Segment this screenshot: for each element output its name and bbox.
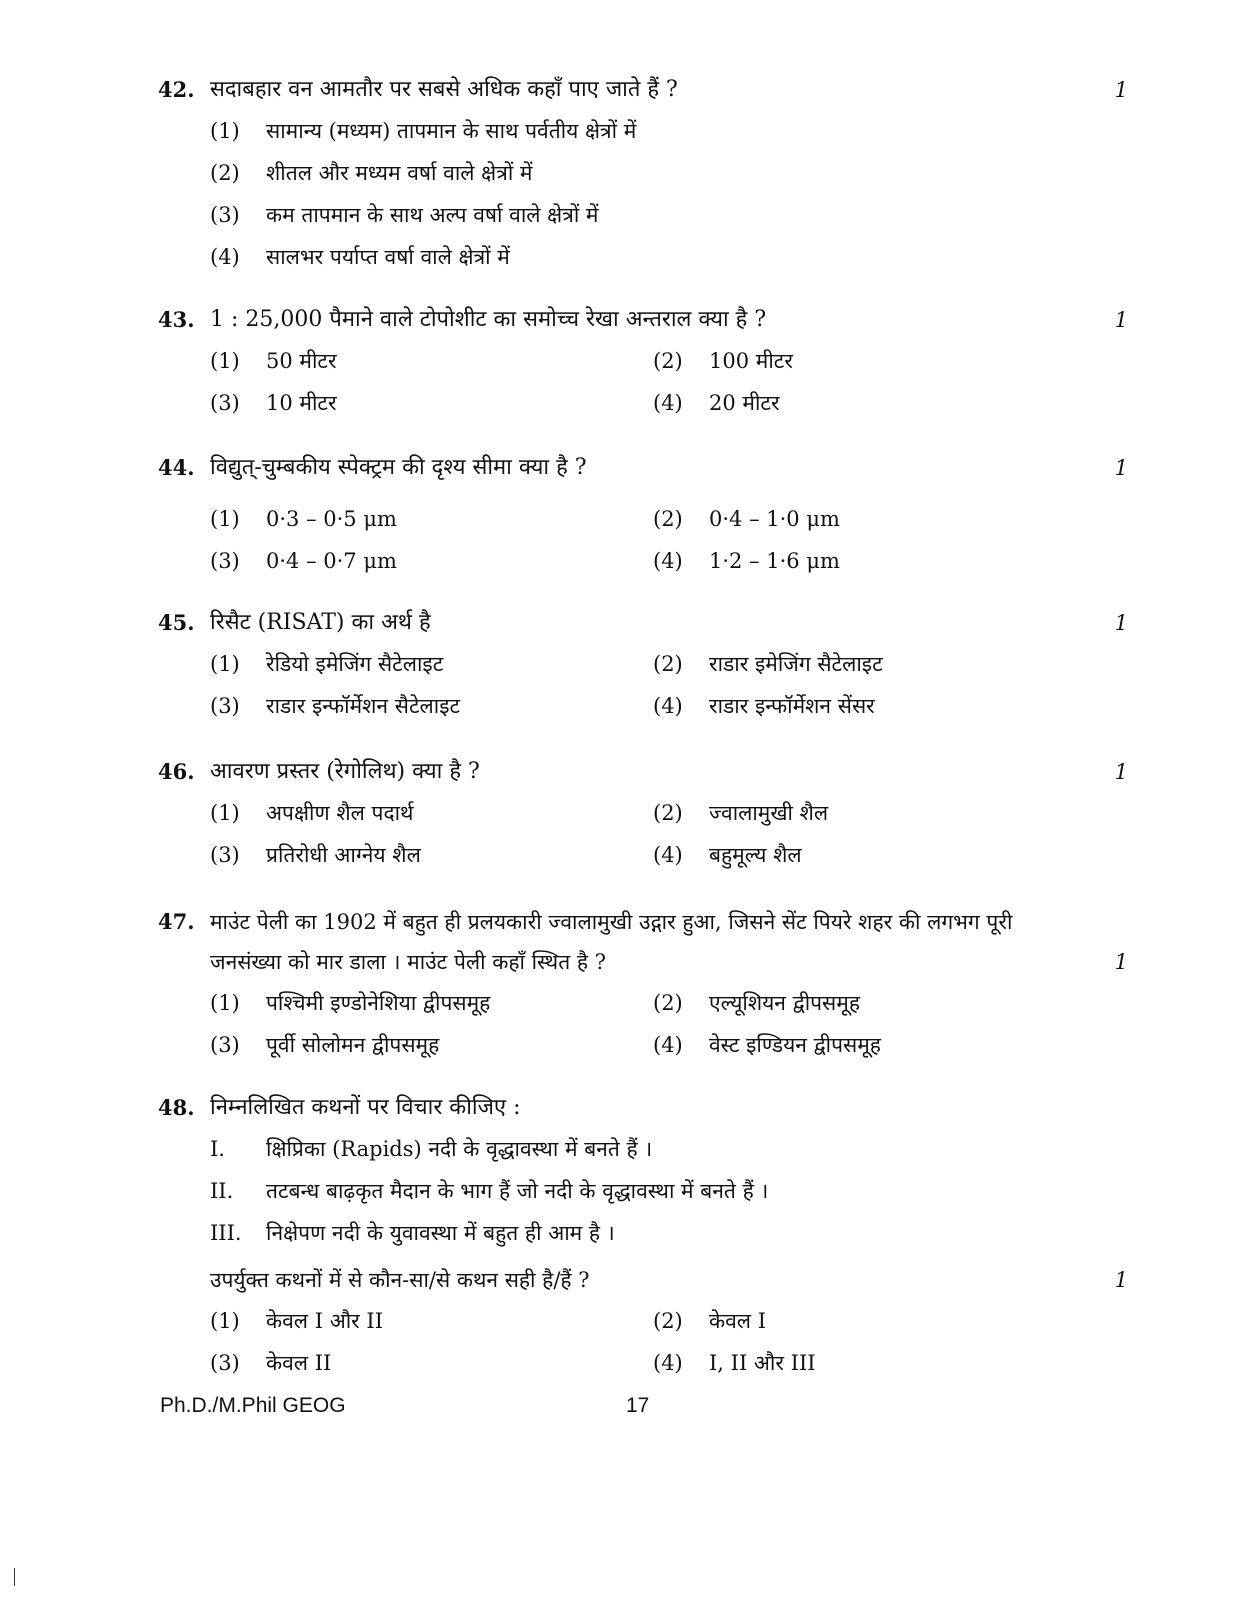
option-row <box>158 236 1128 278</box>
marks: 1 <box>1114 308 1128 332</box>
option-4: (4) राडार इन्फॉर्मेशन सेंसर <box>653 694 875 718</box>
scan-edge-mark <box>14 1568 15 1586</box>
question-number: 45. <box>158 610 195 635</box>
option-row <box>158 194 1128 236</box>
option-3: (3) कम तापमान के साथ अल्प वर्षा वाले क्षेत्रों में <box>210 203 599 227</box>
option-1: (1) पश्चिमी इण्डोनेशिया द्वीपसमूह <box>210 991 491 1015</box>
question-number: 43. <box>158 307 195 332</box>
statement-2: II. तटबन्ध बाढ़कृत मैदान के भाग हैं जो नदी के वृद्धावस्था में बनते हैं । <box>210 1179 769 1203</box>
option-1: (1) 0·3 – 0·5 μm <box>210 507 397 531</box>
option-1: (1) सामान्य (मध्यम) तापमान के साथ पर्वतीय क्षेत्रों में <box>210 119 637 143</box>
question-number: 48. <box>158 1095 195 1120</box>
option-4: (4) वेस्ट इण्डियन द्वीपसमूह <box>653 1033 881 1057</box>
option-row <box>158 1024 1128 1066</box>
question-43 <box>158 300 1128 424</box>
marks: 1 <box>1114 78 1128 102</box>
option-row <box>158 498 1128 540</box>
option-2: (2) 0·4 – 1·0 μm <box>653 507 840 531</box>
option-2: (2) राडार इमेजिंग सैटेलाइट <box>653 652 883 676</box>
option-row <box>158 792 1128 834</box>
statement-3: III. निक्षेपण नदी के युवावस्था में बहुत ही आम है । <box>210 1221 615 1245</box>
question-text: माउंट पेली का 1902 में बहुत ही प्रलयकारी ज्वालामुखी उद्गार हुआ, जिसने सेंट पियरे शहर की लगभग पूरी जनसंख्या को मार डाला । माउंट पेली कहाँ स्थित है ? <box>210 910 1013 974</box>
option-4: (4) बहुमूल्य शैल <box>653 843 802 867</box>
question-45 <box>158 603 1128 727</box>
option-row <box>158 1342 1128 1384</box>
question-text: सदाबहार वन आमतौर पर सबसे अधिक कहाँ पाए जाते हैं ? <box>210 77 678 102</box>
option-row <box>158 110 1128 152</box>
option-row <box>158 382 1128 424</box>
question-text: आवरण प्रस्तर (रेगोलिथ) क्या है ? <box>210 759 480 784</box>
option-1: (1) केवल I और II <box>210 1309 384 1333</box>
option-1: (1) अपक्षीण शैल पदार्थ <box>210 801 414 825</box>
option-2: (2) शीतल और मध्यम वर्षा वाले क्षेत्रों में <box>210 161 533 185</box>
option-3: (3) पूर्वी सोलोमन द्वीपसमूह <box>210 1033 440 1057</box>
question-text: विद्युत्-चुम्बकीय स्पेक्ट्रम की दृश्य सीमा क्या है ? <box>210 455 587 480</box>
option-2: (2) केवल I <box>653 1309 767 1333</box>
question-number: 47. <box>158 909 195 934</box>
question-44 <box>158 448 1128 582</box>
option-3: (3) प्रतिरोधी आग्नेय शैल <box>210 843 421 867</box>
question-number: 46. <box>158 759 195 784</box>
option-2: (2) ज्वालामुखी शैल <box>653 801 829 825</box>
marks: 1 <box>1114 950 1128 974</box>
question-48 <box>158 1088 1128 1384</box>
marks: 1 <box>1114 1268 1128 1292</box>
option-row <box>158 643 1128 685</box>
option-3: (3) 10 मीटर <box>210 391 337 415</box>
option-4: (4) 20 मीटर <box>653 391 780 415</box>
marks: 1 <box>1114 760 1128 784</box>
question-text: रिसैट (RISAT) का अर्थ है <box>210 610 431 635</box>
option-row <box>158 340 1128 382</box>
question-47 <box>158 902 1128 1066</box>
exam-code: Ph.D./M.Phil GEOG <box>160 1394 346 1417</box>
option-row <box>158 1300 1128 1342</box>
page-number: 17 <box>626 1394 650 1417</box>
option-row <box>158 152 1128 194</box>
question-number: 42. <box>158 77 195 102</box>
option-2: (2) 100 मीटर <box>653 349 793 373</box>
option-3: (3) केवल II <box>210 1351 332 1375</box>
statement-1: I. क्षिप्रिका (Rapids) नदी के वृद्धावस्था में बनते हैं । <box>210 1137 653 1161</box>
option-row <box>158 685 1128 727</box>
question-number: 44. <box>158 455 195 480</box>
marks: 1 <box>1114 611 1128 635</box>
option-4: (4) I, II और III <box>653 1351 816 1375</box>
option-1: (1) 50 मीटर <box>210 349 337 373</box>
marks: 1 <box>1114 456 1128 480</box>
question-text: निम्नलिखित कथनों पर विचार कीजिए : <box>210 1095 521 1120</box>
option-1: (1) रेडियो इमेजिंग सैटेलाइट <box>210 652 444 676</box>
option-2: (2) एल्यूशियन द्वीपसमूह <box>653 991 860 1015</box>
question-46 <box>158 752 1128 876</box>
question-42 <box>158 70 1128 278</box>
option-4: (4) 1·2 – 1·6 μm <box>653 549 840 573</box>
option-3: (3) राडार इन्फॉर्मेशन सैटेलाइट <box>210 694 461 718</box>
question-prompt: उपर्युक्त कथनों में से कौन-सा/से कथन सही है/हैं ? <box>210 1268 590 1292</box>
option-row <box>158 540 1128 582</box>
option-3: (3) 0·4 – 0·7 μm <box>210 549 397 573</box>
question-text: 1 : 25,000 पैमाने वाले टोपोशीट का समोच्च रेखा अन्तराल क्या है ? <box>210 307 767 332</box>
option-4: (4) सालभर पर्याप्त वर्षा वाले क्षेत्रों में <box>210 245 510 269</box>
option-row <box>158 834 1128 876</box>
option-row <box>158 982 1128 1024</box>
